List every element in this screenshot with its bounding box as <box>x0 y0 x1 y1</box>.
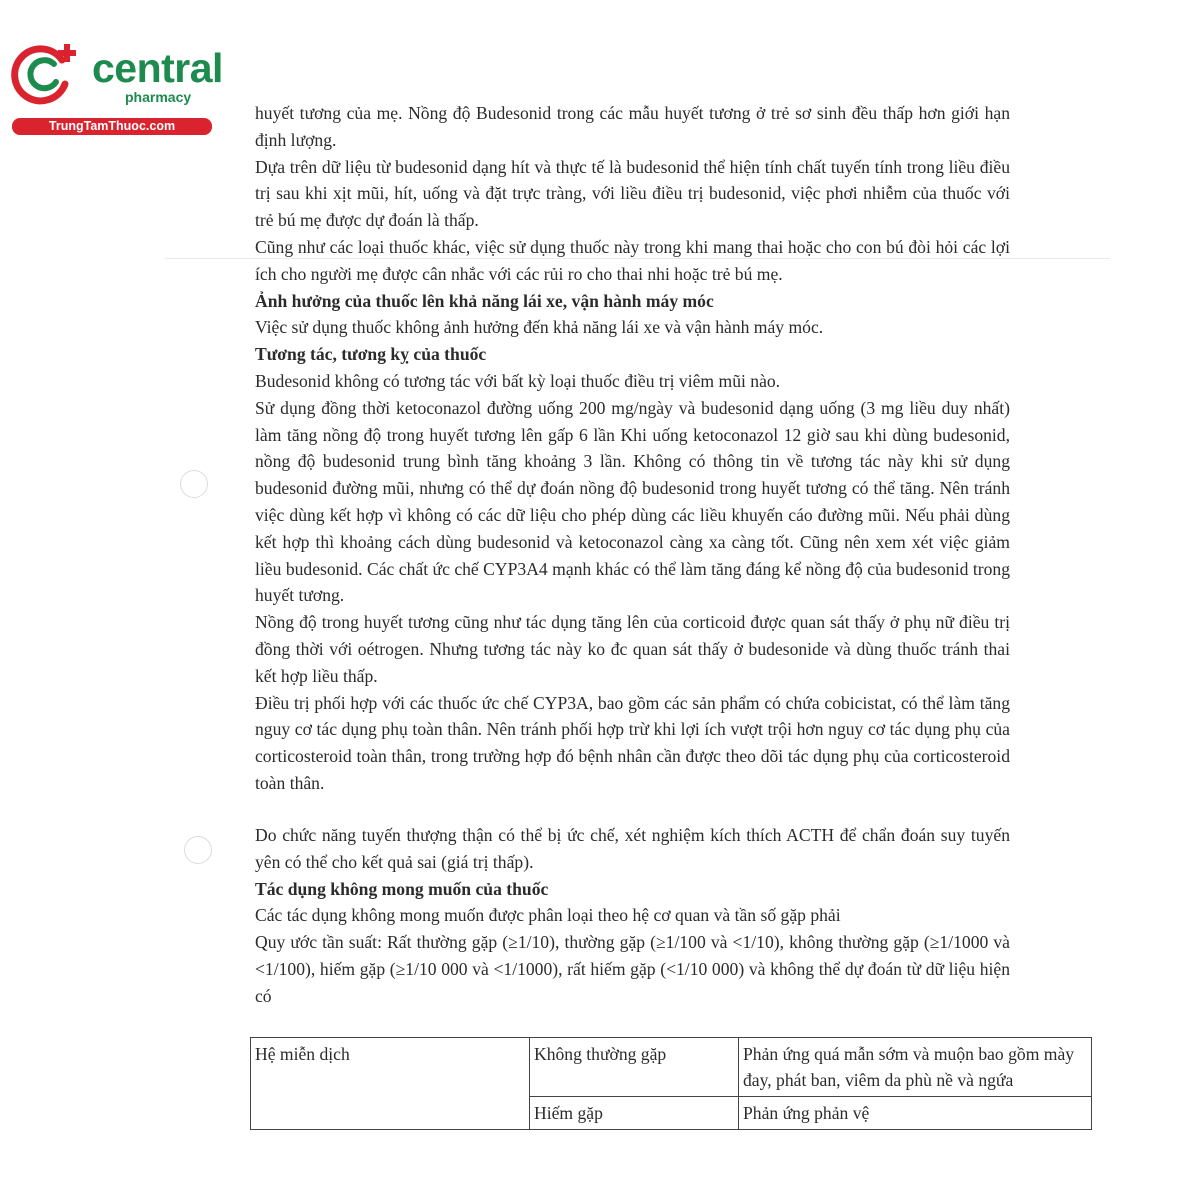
paragraph: Việc sử dụng thuốc không ảnh hưởng đến khả năng lái xe và vận hành máy móc. <box>255 317 824 338</box>
logo-subtitle: pharmacy <box>125 89 192 105</box>
table-cell-frequency: Không thường gặp <box>530 1038 739 1097</box>
punch-hole <box>184 836 212 864</box>
logo-name: central <box>92 45 223 91</box>
paragraph: Nồng độ trong huyết tương cũng như tác dụng tăng lên của corticoid được quan sát thấy ở phụ nữ điều trị đồng thời với oétrogen. Nhưng tương tác này ko đc quan sát thấy ở budesonide và dùng thuốc tránh thai kết hợp liều thấp. <box>255 612 1010 686</box>
paragraph: huyết tương của mẹ. Nồng độ Budesonid trong các mẫu huyết tương ở trẻ sơ sinh đều thấp hơn giới hạn định lượng. <box>255 103 1010 150</box>
table-cell-effect: Phản ứng phản vệ <box>739 1097 1092 1130</box>
logo-url: TrungTamThuoc.com <box>12 118 212 135</box>
central-logo-icon <box>10 38 82 106</box>
section-heading-interactions: Tương tác, tương kỵ của thuốc <box>255 344 487 365</box>
paragraph: Do chức năng tuyến thượng thận có thể bị ức chế, xét nghiệm kích thích ACTH để chẩn đoán suy tuyến yên có thể cho kết quả sai (giá trị thấp). <box>255 825 1010 872</box>
adverse-effects-table <box>250 1037 1092 1130</box>
paragraph: Quy ước tần suất: Rất thường gặp (≥1/10), thường gặp (≥1/100 và <1/10), không thường gặp (≥1/1000 và <1/100), hiếm gặp (≥1/10 000 và <1/1000), rất hiếm gặp (<1/10 000) và không thể dự đoán từ dữ liệu hiện có <box>255 932 1010 1006</box>
paragraph: Điều trị phối hợp với các thuốc ức chế CYP3A, bao gồm các sản phẩm có chứa cobicistat, có thể làm tăng nguy cơ tác dụng phụ toàn thân. Nên tránh phối hợp trừ khi lợi ích vượt trội hơn nguy cơ tác dụng phụ của corticosteroid toàn thân, trong trường hợp đó bệnh nhân cần được theo dõi tác dụng phụ của corticosteroid toàn thân. <box>255 692 1010 793</box>
paragraph: Các tác dụng không mong muốn được phân loại theo hệ cơ quan và tần số gặp phải <box>255 905 841 926</box>
table-cell-effect: Phản ứng quá mẫn sớm và muộn bao gồm mày đay, phát ban, viêm da phù nề và ngứa <box>739 1038 1092 1097</box>
paragraph: Budesonid không có tương tác với bất kỳ loại thuốc điều trị viêm mũi nào. <box>255 370 781 391</box>
table-cell-organ: Hệ miễn dịch <box>251 1038 530 1130</box>
paragraph: Sử dụng đồng thời ketoconazol đường uống 200 mg/ngày và budesonid dạng uống (3 mg liều duy nhất) làm tăng nồng độ trong huyết tương lên gấp 6 lần Khi uống ketoconazol 12 giờ sau khi dùng budesonid, nồng độ budesonid trung bình tăng khoảng 3 lần. Không có thông tin về tương tác này khi sử dụng budesonid đường mũi, nhưng có thể dự đoán nồng độ budesonid trong huyết tương có thể tăng. Nên tránh việc dùng kết hợp vì không có các dữ liệu cho phép dùng các liều khuyến cáo đường mũi. Nếu phải dùng kết hợp thì khoảng cách dùng budesonid và ketoconazol càng xa càng tốt. Cũng nên xem xét việc giảm liều budesonid. Các chất ức chế CYP3A4 mạnh khác có thể làm tăng đáng kể nồng độ của budesonid trong huyết tương. <box>255 397 1010 606</box>
body-text-block-1 <box>255 100 1010 797</box>
table-cell-frequency: Hiếm gặp <box>530 1097 739 1130</box>
central-pharmacy-logo <box>10 38 223 138</box>
paragraph: Dựa trên dữ liệu từ budesonid dạng hít và thực tế là budesonid thể hiện tính chất tuyến tính trong liều điều trị sau khi xịt mũi, hít, uống và đặt trực tràng, với liều điều trị budesonid, việc phơi nhiễm của thuốc với trẻ bú mẹ được dự đoán là thấp. <box>255 156 1010 231</box>
paragraph: Cũng như các loại thuốc khác, việc sử dụng thuốc này trong khi mang thai hoặc cho con bú đòi hỏi các lợi ích cho người mẹ được cân nhắc với các rủi ro cho thai nhi hoặc trẻ bú mẹ. <box>255 236 1010 284</box>
section-heading-driving: Ảnh hưởng của thuốc lên khả năng lái xe, vận hành máy móc <box>255 290 714 311</box>
body-text-block-2 <box>255 822 1010 1010</box>
table-row <box>251 1038 1092 1097</box>
section-heading-adverse-effects: Tác dụng không mong muốn của thuốc <box>255 878 549 899</box>
punch-hole <box>180 470 208 498</box>
